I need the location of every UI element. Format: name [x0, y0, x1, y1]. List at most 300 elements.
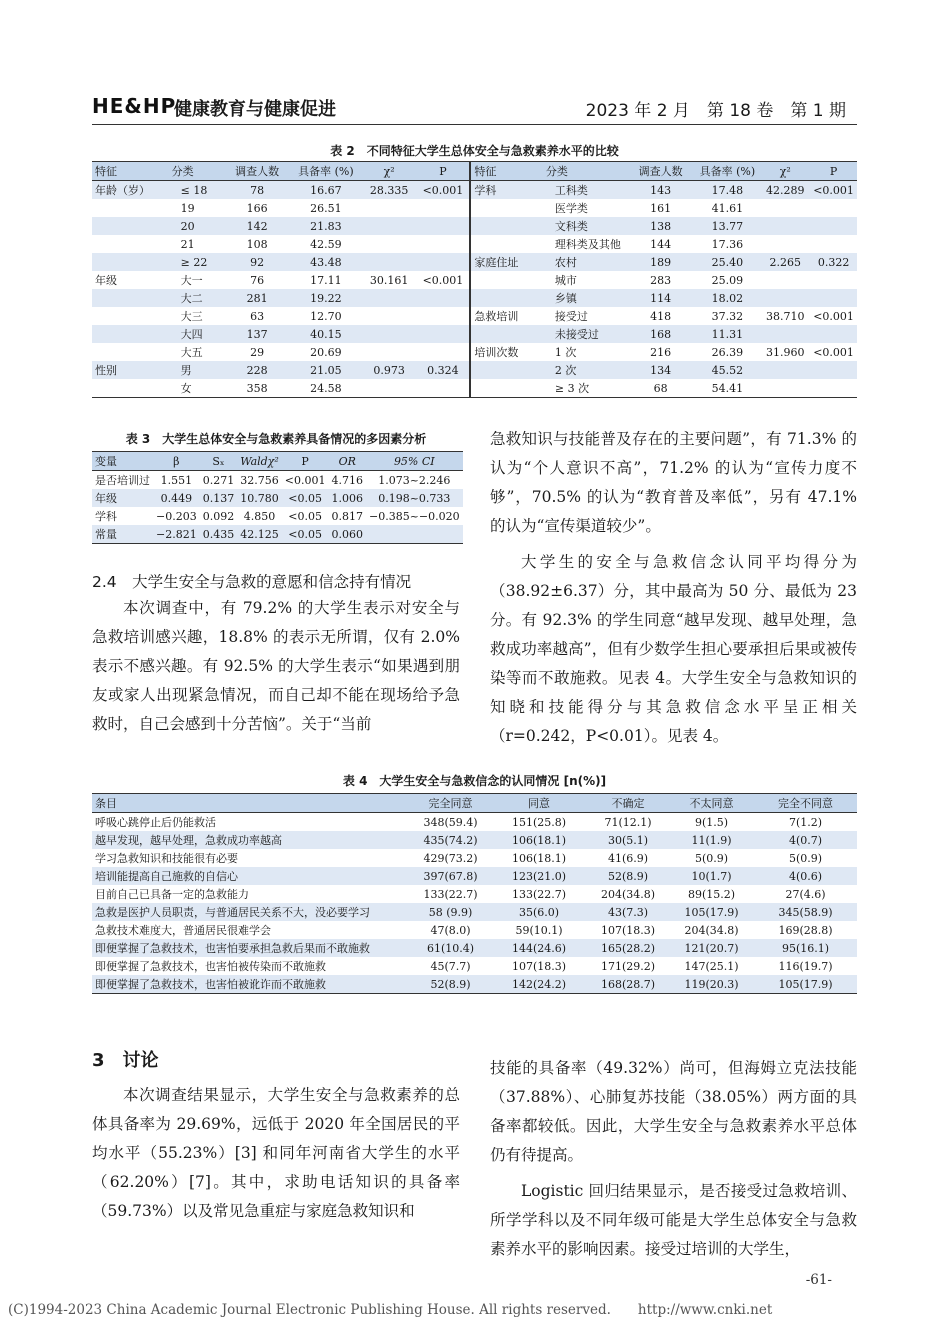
table-cell: 男: [169, 361, 225, 379]
table-row: [92, 199, 857, 217]
table-cell: [810, 361, 857, 379]
table-cell: [362, 289, 417, 307]
table-cell: 95% CI: [366, 452, 463, 471]
table-cell: [810, 379, 857, 398]
table-cell: 166: [246, 201, 268, 215]
table-cell: 11(1.9): [669, 831, 754, 849]
paragraph: 急救知识与技能普及存在的主要问题”，有 71.3% 的认为“个人意识不高”，71.2% 的认为“宣传力度不够”，70.5% 的认为“教育普及率低”，另有 47.1% 的认为“宣传渠道较少”。: [490, 430, 857, 535]
table-cell: 17.48: [694, 181, 760, 200]
table4-caption: 表 4 大学生安全与急救信念的认同情况 [n(%)]: [342, 774, 607, 788]
table-cell: 12.70: [310, 309, 342, 323]
table-cell: 9(1.5): [694, 815, 729, 829]
table-cell: P: [282, 452, 329, 471]
table-cell: [92, 253, 169, 271]
table-cell: 家庭住址: [470, 253, 543, 271]
table-cell: 78: [224, 181, 290, 200]
table-cell: 89(15.2): [687, 887, 736, 901]
table-cell: [417, 289, 471, 307]
table-cell: 即便掌握了急救技术，也害怕被传染而不敢施救: [95, 960, 326, 973]
table-cell: [362, 379, 417, 398]
table-cell: 是否培训过: [95, 474, 150, 487]
table-cell: 同意: [491, 794, 587, 813]
table-row: [92, 471, 463, 490]
table-cell: 5(0.9): [694, 851, 729, 865]
table-cell: 37.32: [711, 309, 744, 323]
table-cell: 30(5.1): [587, 831, 669, 849]
table-cell: 345(58.9): [754, 903, 857, 921]
table-cell: 年级: [92, 489, 153, 507]
table-cell: [92, 325, 169, 343]
table4: [92, 793, 857, 994]
table-cell: −2.821: [153, 525, 200, 544]
table-cell: 107(18.3): [600, 923, 656, 937]
table-cell: [760, 289, 810, 307]
table-cell: 急救培训: [470, 307, 543, 325]
table-cell: 92: [224, 253, 290, 271]
table-cell: <0.001: [422, 273, 464, 287]
table-cell: [760, 325, 810, 343]
table-cell: 0.435: [200, 525, 238, 544]
table-cell: 52(8.9): [587, 867, 669, 885]
table-cell: [810, 271, 857, 289]
table-cell: 不太同意: [669, 794, 754, 813]
table-cell: [92, 307, 169, 325]
section-2-4-title: 2.4 大学生安全与急救的意愿和信念持有情况: [92, 573, 412, 591]
right-column-text: [490, 425, 857, 751]
table-cell: 42.125: [237, 525, 282, 544]
table-cell: Waldχ²: [237, 452, 282, 471]
table-cell: β: [153, 452, 200, 471]
table-cell: [810, 235, 857, 253]
table-cell: 0.271: [202, 473, 235, 487]
table-cell: 107(18.3): [511, 959, 567, 973]
table-cell: 未接受过: [543, 325, 627, 343]
table-cell: 4(0.7): [754, 831, 857, 849]
table-cell: 40.15: [290, 325, 362, 343]
table-cell: 0.137: [200, 489, 238, 507]
table-cell: 41(6.9): [607, 851, 649, 865]
table-cell: 2.265: [760, 253, 810, 271]
table-cell: 7(1.2): [788, 815, 823, 829]
table-cell: 0.973: [362, 361, 417, 379]
table-cell: [470, 199, 543, 217]
table-cell: 性别: [92, 361, 169, 379]
table-cell: [92, 199, 169, 217]
table-cell: 0.060: [328, 525, 366, 544]
table-cell: 31.960: [765, 345, 805, 359]
table-cell: 121(20.7): [669, 939, 754, 957]
table-cell: <0.001: [810, 181, 857, 200]
table-cell: 47(8.0): [430, 923, 471, 937]
table-cell: 0.324: [417, 361, 471, 379]
table-cell: 95(16.1): [754, 939, 857, 957]
table-cell: 目前自己已具备一定的急救能力: [95, 888, 249, 901]
table-cell: 10.780: [237, 489, 282, 507]
table-cell: [760, 199, 810, 217]
table-cell: 133(22.7): [511, 887, 567, 901]
table-cell: 114: [627, 289, 695, 307]
table-cell: 25.40: [694, 253, 760, 271]
section-3-body-right: [490, 1054, 857, 1264]
table-cell: 理科类及其他: [554, 238, 621, 251]
table-cell: 54.41: [694, 379, 760, 398]
table-cell: [417, 343, 471, 361]
table-row: [92, 489, 463, 507]
table-cell: 41.61: [711, 201, 744, 215]
table-cell: 228: [224, 361, 290, 379]
table-cell: [417, 379, 471, 398]
table-cell: 4(0.6): [754, 867, 857, 885]
table-cell: 143: [627, 181, 695, 200]
paragraph: 技能的具备率（49.32%）尚可，但海姆立克法技能（37.88%）、心肺复苏技能（38.05%）两方面的具备率都较低。因此，大学生安全与急救素养水平总体仍有待提高。: [490, 1059, 857, 1164]
table-cell: [362, 307, 417, 325]
table-cell: 即便掌握了急救技术，也害怕要承担急救后果而不敢施救: [92, 939, 410, 957]
table-cell: 17.11: [310, 273, 342, 287]
table-cell: 5(0.9): [788, 851, 823, 865]
table-cell: 142(24.2): [491, 975, 587, 994]
table-cell: 学科: [470, 181, 543, 200]
table-cell: [760, 217, 810, 235]
table-cell: 具备率 (%): [290, 162, 362, 181]
page-number: -61-: [805, 1272, 832, 1288]
table-row: [92, 253, 857, 271]
table-cell: [810, 325, 857, 343]
table-header-row: [92, 794, 857, 813]
table-cell: 38.710: [765, 309, 805, 323]
table-cell: 138: [627, 217, 695, 235]
paragraph: 本次调查结果显示，大学生安全与急救素养的总体具备率为 29.69%，远低于 2020 年全国居民的平均水平（55.23%）[3] 和同年河南省大学生的水平（62.20%）[7]。其中，求助电话知识的具备率（59.73%）以及常见急重症与家庭急救知识和: [92, 1086, 460, 1220]
table-cell: 常量: [92, 525, 153, 544]
table-cell: 435(74.2): [410, 831, 491, 849]
table-cell: 大二: [169, 289, 225, 307]
table-cell: 26.51: [310, 201, 342, 215]
table-cell: [417, 325, 471, 343]
table-cell: <0.05: [282, 489, 329, 507]
journal-logo: HE&HP: [92, 94, 177, 118]
copyright-line: (C)1994-2023 China Academic Journal Electronic Publishing House. All rights reserved. http://www.cnki.net: [8, 1302, 773, 1318]
paragraph: Logistic 回归结果显示，是否接受过急救培训、所学学科以及不同年级可能是大学生总体安全与急救素养水平的影响因素。接受过培训的大学生，: [490, 1182, 857, 1258]
table-cell: [810, 217, 857, 235]
table-cell: 106(18.1): [511, 851, 567, 865]
table-cell: [760, 379, 810, 398]
table-cell: 45(7.7): [430, 959, 471, 973]
table-row: [92, 975, 857, 994]
table-cell: 429(73.2): [423, 851, 478, 865]
header-rule: [92, 124, 857, 125]
table-cell: [470, 289, 543, 307]
table-cell: 大四: [169, 325, 225, 343]
table-row: [92, 921, 857, 939]
table-row: [92, 525, 463, 544]
table-cell: 16.67: [290, 181, 362, 200]
table-cell: 52(8.9): [410, 975, 491, 994]
table-cell: [760, 361, 810, 379]
table-cell: ≤ 18: [169, 181, 225, 200]
issue-info: 2023 年 2 月 第 18 卷 第 1 期: [585, 101, 846, 121]
table-row: [92, 181, 857, 200]
table-row: [92, 957, 857, 975]
table-row: [92, 343, 857, 361]
table-cell: [470, 235, 543, 253]
table-cell: 283: [650, 273, 672, 287]
table-cell: 医学类: [554, 202, 588, 215]
table-cell: [362, 325, 417, 343]
table-cell: Sₓ: [200, 452, 238, 471]
table-cell: [810, 199, 857, 217]
paragraph: 本次调查中，有 79.2% 的大学生表示对安全与急救培训感兴趣，18.8% 的表示无所谓，仅有 2.0% 表示不感兴趣。有 92.5% 的大学生表示“如果遇到朋友或家人出现紧急情况，而自己却不能在现场给予急救时，自己会感到十分苦恼”。关于“当前: [92, 599, 460, 733]
table-cell: 144: [650, 237, 672, 251]
table-cell: [470, 361, 543, 379]
table-cell: 学习急救知识和技能很有必要: [95, 852, 238, 865]
table2-caption: 表 2 不同特征大学生总体安全与急救素养水平的比较: [330, 144, 619, 158]
table-cell: 变量: [92, 452, 153, 471]
table-row: [92, 813, 857, 832]
table-cell: χ²: [362, 162, 417, 181]
table-cell: 42.59: [310, 237, 342, 251]
table-cell: 0.449: [153, 489, 200, 507]
table-cell: [760, 271, 810, 289]
table-cell: ≥ 3 次: [543, 379, 627, 398]
table-cell: 13.77: [694, 217, 760, 235]
table-cell: <0.05: [282, 525, 329, 544]
table-cell: 工科类: [543, 181, 627, 200]
table-cell: OR: [328, 452, 366, 471]
table-cell: 35(6.0): [491, 903, 587, 921]
table-cell: 学科: [95, 510, 117, 523]
table-cell: 21.83: [290, 217, 362, 235]
table-cell: 10(1.7): [669, 867, 754, 885]
section-2-4-body: [92, 594, 460, 739]
table-cell: 161: [650, 201, 672, 215]
table-cell: −0.203: [156, 509, 197, 523]
table-header-row: [92, 162, 857, 181]
table-cell: 397(67.8): [410, 867, 491, 885]
table-cell: 接受过: [554, 310, 588, 323]
table-cell: 大一: [180, 274, 203, 287]
table-cell: 144(24.6): [491, 939, 587, 957]
table-cell: [417, 253, 471, 271]
table-cell: 即便掌握了急救技术，也害怕被讹诈而不敢施救: [92, 975, 410, 994]
paragraph: 大学生的安全与急救信念认同平均得分为（38.92±6.37）分，其中最高为 50 分、最低为 23 分。有 92.3% 的学生同意“越早发现、越早处理，急救成功率越高”，但有少数学生担心要承担后果或被传染等而不敢施救。见表 4。大学生安全与急救知识的知晓和技能得分与其急救信念水平呈正相关（r=0.242，P<0.01）。见表 4。: [490, 553, 857, 745]
table2: [92, 161, 857, 398]
table-cell: 培训能提高自己施救的自信心: [92, 867, 410, 885]
table-cell: 348(59.4): [423, 815, 478, 829]
table-cell: 4.850: [243, 509, 276, 523]
table-cell: [810, 289, 857, 307]
table-cell: χ²: [760, 162, 810, 181]
table-cell: 1.006: [328, 489, 366, 507]
table-cell: 133(22.7): [423, 887, 478, 901]
table-cell: [92, 235, 169, 253]
table-cell: 142: [224, 217, 290, 235]
table-cell: 急救技术难度大，普通居民很难学会: [95, 924, 271, 937]
table-cell: 18.02: [694, 289, 760, 307]
table-cell: 27(4.6): [785, 887, 826, 901]
table-cell: [362, 343, 417, 361]
table-cell: [92, 217, 169, 235]
table-cell: [92, 289, 169, 307]
journal-name: 健康教育与健康促进: [174, 99, 336, 120]
table-row: [92, 271, 857, 289]
table-cell: <0.001: [813, 309, 854, 323]
table-cell: [362, 199, 417, 217]
table-cell: [417, 235, 471, 253]
table-cell: [760, 235, 810, 253]
table-cell: 63: [250, 309, 265, 323]
table-cell: 0.322: [810, 253, 857, 271]
table-cell: 不确定: [587, 794, 669, 813]
table-cell: 1.073~2.246: [378, 473, 451, 487]
table-cell: 204(34.8): [684, 923, 739, 937]
table-cell: [417, 217, 471, 235]
table-cell: 20.69: [310, 345, 342, 359]
table-cell: 4.716: [331, 473, 363, 487]
table-cell: 45.52: [694, 361, 760, 379]
table-cell: 特征: [92, 162, 169, 181]
table-row: [92, 849, 857, 867]
table-cell: [362, 217, 417, 235]
table-cell: [417, 307, 471, 325]
table-cell: 0.198~0.733: [366, 489, 463, 507]
table-cell: 216: [650, 345, 672, 359]
table-cell: 30.161: [369, 273, 409, 287]
table-cell: 25.09: [711, 273, 744, 287]
table-cell: 61(10.4): [410, 939, 491, 957]
table-cell: 特征: [470, 162, 543, 181]
table-row: [92, 939, 857, 957]
table-cell: 29: [250, 345, 265, 359]
table-row: [92, 325, 857, 343]
table-cell: 168(28.7): [587, 975, 669, 994]
table-cell: [92, 343, 169, 361]
table-cell: 58 (9.9): [410, 903, 491, 921]
table-cell: 169(28.8): [778, 923, 833, 937]
table-header-row: [92, 452, 463, 471]
table-cell: 0.092: [202, 509, 235, 523]
table-row: [92, 217, 857, 235]
table-row: [92, 307, 857, 325]
table-cell: 越早发现，越早处理，急救成功率越高: [92, 831, 410, 849]
table-cell: 完全不同意: [754, 794, 857, 813]
table-cell: 24.58: [290, 379, 362, 398]
table-cell: 119(20.3): [669, 975, 754, 994]
table-cell: 281: [224, 289, 290, 307]
table-cell: 具备率 (%): [694, 162, 760, 181]
table-cell: 168: [627, 325, 695, 343]
table-cell: 11.31: [694, 325, 760, 343]
table-cell: [470, 325, 543, 343]
table-cell: 32.756: [240, 473, 279, 487]
table-cell: 年级: [95, 274, 117, 287]
table-cell: 急救是医护人员职责，与普通居民关系不大，没必要学习: [92, 903, 410, 921]
table-row: [92, 885, 857, 903]
table-cell: 城市: [554, 274, 577, 287]
table-cell: 条目: [92, 794, 410, 813]
table-cell: 204(34.8): [600, 887, 656, 901]
table-row: [92, 235, 857, 253]
table-row: [92, 289, 857, 307]
table-cell: 1 次: [554, 346, 577, 359]
table-cell: 呼吸心跳停止后仍能救活: [95, 816, 216, 829]
table-cell: 137: [224, 325, 290, 343]
table-cell: 21.05: [290, 361, 362, 379]
table-row: [92, 903, 857, 921]
table-cell: 26.39: [711, 345, 744, 359]
table-cell: 调查人数: [224, 162, 290, 181]
table-cell: [417, 199, 471, 217]
table-cell: [470, 271, 543, 289]
table3: [92, 451, 463, 544]
table-cell: 147(25.1): [684, 959, 739, 973]
table-cell: 165(28.2): [587, 939, 669, 957]
table-cell: 171(29.2): [600, 959, 656, 973]
table-cell: 134: [627, 361, 695, 379]
table-cell: 大三: [180, 310, 203, 323]
table-cell: 0.817: [331, 509, 363, 523]
table-cell: 68: [627, 379, 695, 398]
table-cell: P: [417, 162, 471, 181]
table-cell: 调查人数: [627, 162, 695, 181]
table-cell: 59(10.1): [515, 923, 563, 937]
table-cell: 20: [169, 217, 225, 235]
table-cell: 116(19.7): [778, 959, 833, 973]
section-3-title: 3 讨论: [92, 1050, 159, 1071]
table-cell: 2 次: [543, 361, 627, 379]
table-cell: 完全同意: [410, 794, 491, 813]
table-cell: [366, 525, 463, 544]
table-cell: [362, 235, 417, 253]
table-cell: 105(17.9): [754, 975, 857, 994]
table-cell: 分类: [543, 162, 627, 181]
table-cell: <0.001: [417, 181, 471, 200]
table-row: [92, 361, 857, 379]
table-cell: 28.335: [362, 181, 417, 200]
table-cell: <0.001: [813, 345, 854, 359]
table-cell: 106(18.1): [491, 831, 587, 849]
table-cell: 女: [169, 379, 225, 398]
table-cell: 105(17.9): [669, 903, 754, 921]
table-cell: 文科类: [543, 217, 627, 235]
section-3-body-left: [92, 1081, 460, 1226]
table-cell: 108: [246, 237, 268, 251]
table-cell: [470, 217, 543, 235]
table-cell: 43.48: [290, 253, 362, 271]
table-cell: 17.36: [711, 237, 744, 251]
table-cell: 乡镇: [543, 289, 627, 307]
table-cell: <0.05: [288, 509, 322, 523]
table-cell: <0.001: [284, 473, 326, 487]
table-cell: 19.22: [290, 289, 362, 307]
table-row: [92, 507, 463, 525]
table3-caption: 表 3 大学生总体安全与急救素养具备情况的多因素分析: [125, 432, 427, 446]
table-cell: 21: [180, 237, 195, 251]
table-cell: 大五: [180, 346, 203, 359]
table-row: [92, 867, 857, 885]
table-cell: [92, 379, 169, 398]
table-cell: ≥ 22: [169, 253, 225, 271]
table-cell: 358: [224, 379, 290, 398]
table-cell: 分类: [169, 162, 225, 181]
table-cell: P: [810, 162, 857, 181]
table-row: [92, 379, 857, 398]
table-cell: 农村: [543, 253, 627, 271]
table-cell: 43(7.3): [587, 903, 669, 921]
table-row: [92, 831, 857, 849]
table-cell: [470, 379, 543, 398]
table-cell: 418: [650, 309, 672, 323]
table-cell: 19: [180, 201, 195, 215]
table-cell: 189: [627, 253, 695, 271]
